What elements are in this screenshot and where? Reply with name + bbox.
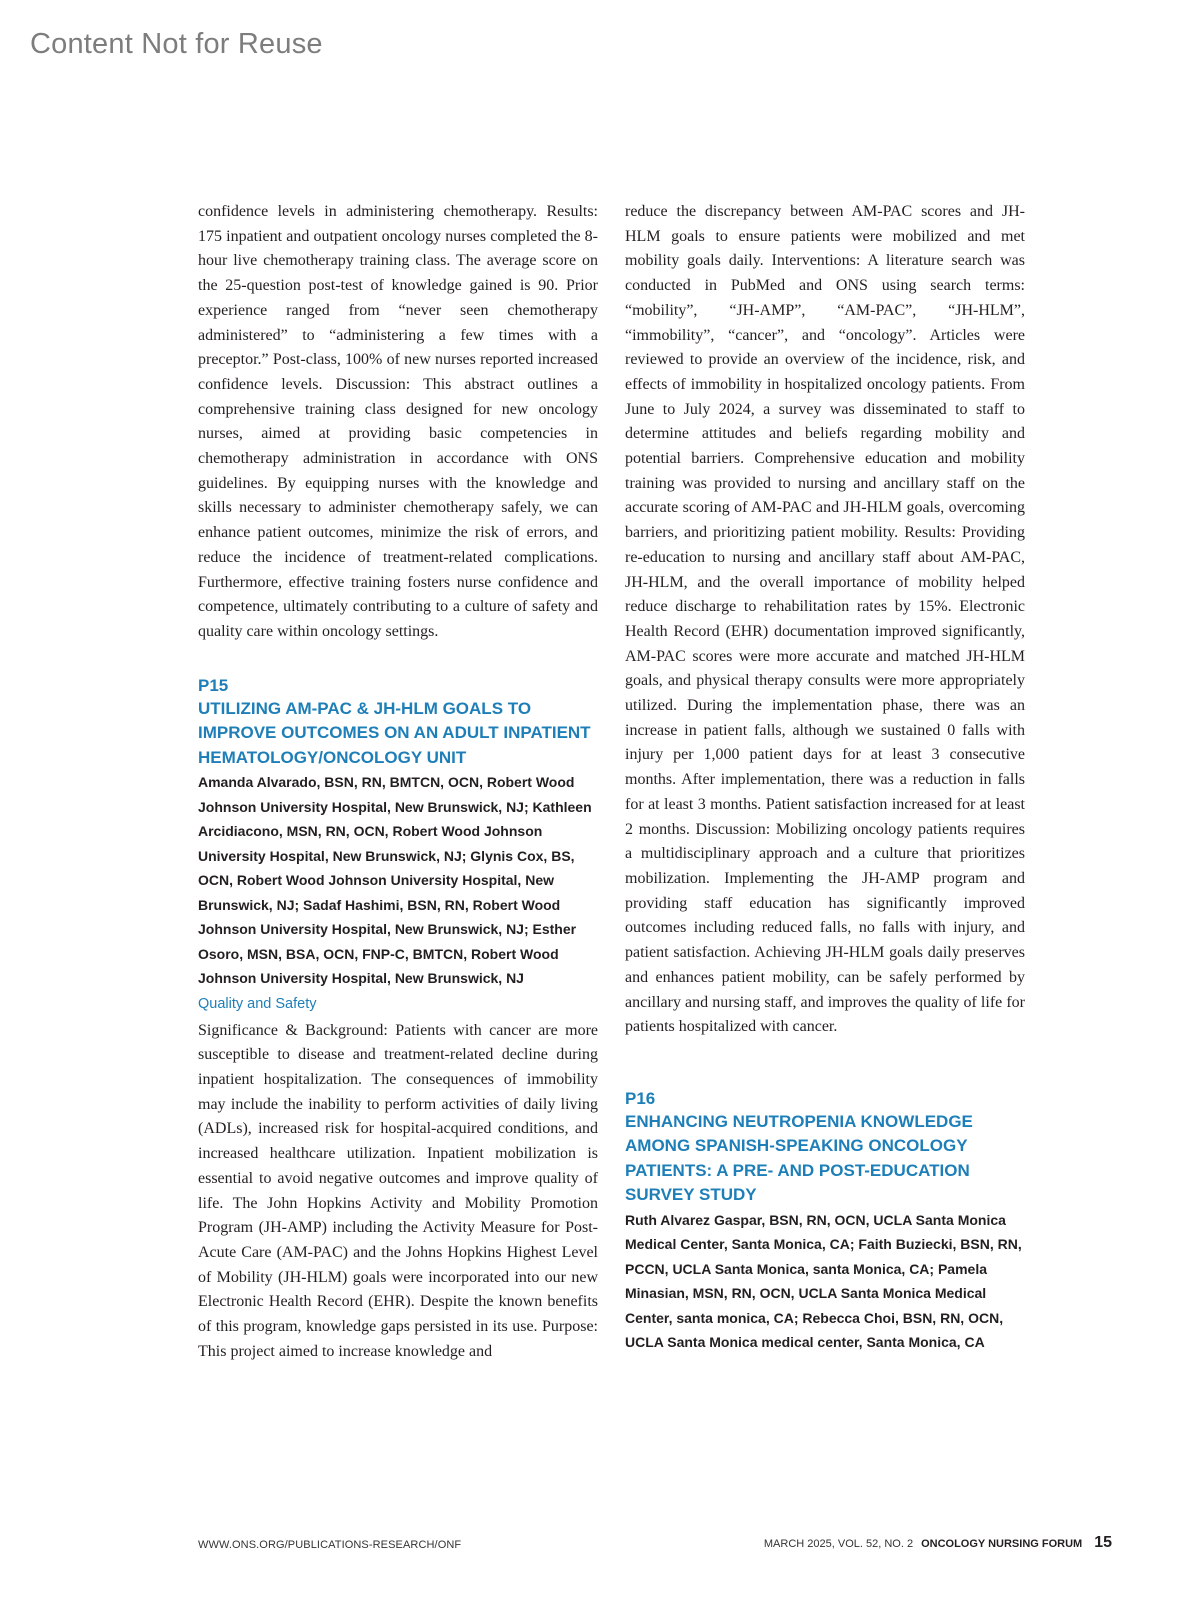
abstract-number: P15 xyxy=(198,675,229,695)
page-number: 15 xyxy=(1094,1534,1112,1551)
abstract-authors: Ruth Alvarez Gaspar, BSN, RN, OCN, UCLA Santa Monica Medical Center, Santa Monica, CA; Faith Buziecki, BSN, RN, PCCN, UCLA Santa Monica, santa Monica, CA; Pamela Minasian, MSN, RN, OCN, UCLA Santa Monica Medical Center, santa monica, CA; Rebecca Choi, BSN, RN, OCN, UCLA Santa Monica medical center, Santa Monica, CA xyxy=(625,1211,1022,1351)
p15-continued-text: reduce the discrepancy between AM-PAC scores and JH-HLM goals to ensure patients were mobilized and met mobility goals daily. Interventions: A literature search was conducted in PubMed and ONS using search terms: “mobility”, “JH-AMP”, “AM-PAC”, “JH-HLM”, “immobility”, “cancer”, and “oncology”. Articles were reviewed to provide an overview of the incidence, risk, and effects of immobility in hospitalized oncology patients. From June to July 2024, a survey was disseminated to staff to determine attitudes and beliefs regarding mobility and potential barriers. Comprehensive education and mobility training was provided to nursing and ancillary staff on the accurate scoring of AM-PAC and JH-HLM goals, overcoming barriers, and prioritizing patient mobility. Results: Providing re-education to nursing and ancillary staff about AM-PAC, JH-HLM, and the overall importance of mobility helped reduce discharge to rehabilitation rates by 15%. Electronic Health Record (EHR) documentation improved significantly, AM-PAC scores were more accurate and matched JH-HLM goals, and physical therapy consults were more appropriately utilized. During the implementation phase, there was an increase in patient falls, although we sustained 0 falls with injury per 1,000 patient days for at least 3 consecutive months. After implementation, there was a reduction in falls for at least 3 months. Patient satisfaction increased for at least 2 months. Discussion: Mobilizing oncology patients requires a multidisciplinary approach and a culture that prioritizes mobilization. Implementing the JH-AMP program and providing staff education has significantly improved outcomes including reduced falls, no falls with injury, and patient satisfaction. Achieving JH-HLM goals daily preserves and enhances patient mobility, can be safely performed by ancillary and nursing staff, and improves the quality of life for patients hospitalized with cancer. xyxy=(625,203,1025,1036)
watermark-text: Content Not for Reuse xyxy=(30,28,323,60)
abstract-category: Quality and Safety xyxy=(198,995,317,1012)
p14-continued-text: confidence levels in administering chemotherapy. Results: 175 inpatient and outpatient oncology nurses completed the 8-hour live chemotherapy training class. The average score on the 25-question post-test of knowledge gained is 90. Prior experience ranged from “never seen chemotherapy administered” to “administering a few times with a preceptor.” Post-class, 100% of new nurses reported increased confidence levels. Discussion: This abstract outlines a comprehensive training class designed for new oncology nurses, aimed at providing basic competencies in chemotherapy administration in accordance with ONS guidelines. By equipping nurses with the knowledge and skills necessary to administer chemotherapy safely, we can enhance patient outcomes, minimize the risk of errors, and reduce the incidence of treatment-related complications. Furthermore, effective training fosters nurse confidence and competence, ultimately contributing to a culture of safety and quality care within oncology settings. xyxy=(198,203,598,640)
journal-name: ONCOLOGY NURSING FORUM xyxy=(921,1538,1083,1550)
journal-url-link[interactable]: WWW.ONS.ORG/PUBLICATIONS-RESEARCH/ONF xyxy=(198,1539,462,1551)
abstract-authors: Amanda Alvarado, BSN, RN, BMTCN, OCN, Robert Wood Johnson University Hospital, New Brunswick, NJ; Kathleen Arcidiacono, MSN, RN, OCN, Robert Wood Johnson University Hospital, New Brunswick, NJ; Glynis Cox, BS, OCN, Robert Wood Johnson University Hospital, New Brunswick, NJ; Sadaf Hashimi, BSN, RN, Robert Wood Johnson University Hospital, New Brunswick, NJ; Esther Osoro, MSN, BSA, OCN, FNP-C, BMTCN, Robert Wood Johnson University Hospital, New Brunswick, NJ xyxy=(198,774,592,987)
issue-date: MARCH 2025, VOL. 52, NO. 2 xyxy=(763,1538,914,1550)
right-column xyxy=(625,200,1025,1355)
abstract-number: P16 xyxy=(625,1088,656,1108)
footer-issue-info xyxy=(764,1534,1112,1552)
abstract-p16 xyxy=(625,1088,1025,1355)
abstract-title: ENHANCING NEUTROPENIA KNOWLEDGE AMONG SPANISH-SPEAKING ONCOLOGY PATIENTS: A PRE- AND POST-EDUCATION SURVEY STUDY xyxy=(625,1111,973,1205)
left-column xyxy=(198,200,598,1365)
abstract-body: Significance & Background: Patients with cancer are more susceptible to disease and treatment-related decline during inpatient hospitalization. The consequences of immobility may include the inability to perform activities of daily living (ADLs), increased risk for hospital-acquired conditions, and increased healthcare utilization. Inpatient mobilization is essential to avoid negative outcomes and improve quality of life. The John Hopkins Activity and Mobility Promotion Program (JH-AMP) including the Activity Measure for Post-Acute Care (AM-PAC) and the Johns Hopkins Highest Level of Mobility (JH-HLM) goals were incorporated into our new Electronic Health Record (EHR). Despite the known benefits of this program, knowledge gaps persisted in its use. Purpose: This project aimed to increase knowledge and xyxy=(198,1021,598,1360)
abstract-p15 xyxy=(198,675,598,1365)
abstract-title: UTILIZING AM-PAC & JH-HLM GOALS TO IMPROVE OUTCOMES ON AN ADULT INPATIENT HEMATOLOGY/ONCOLOGY UNIT xyxy=(198,698,591,767)
